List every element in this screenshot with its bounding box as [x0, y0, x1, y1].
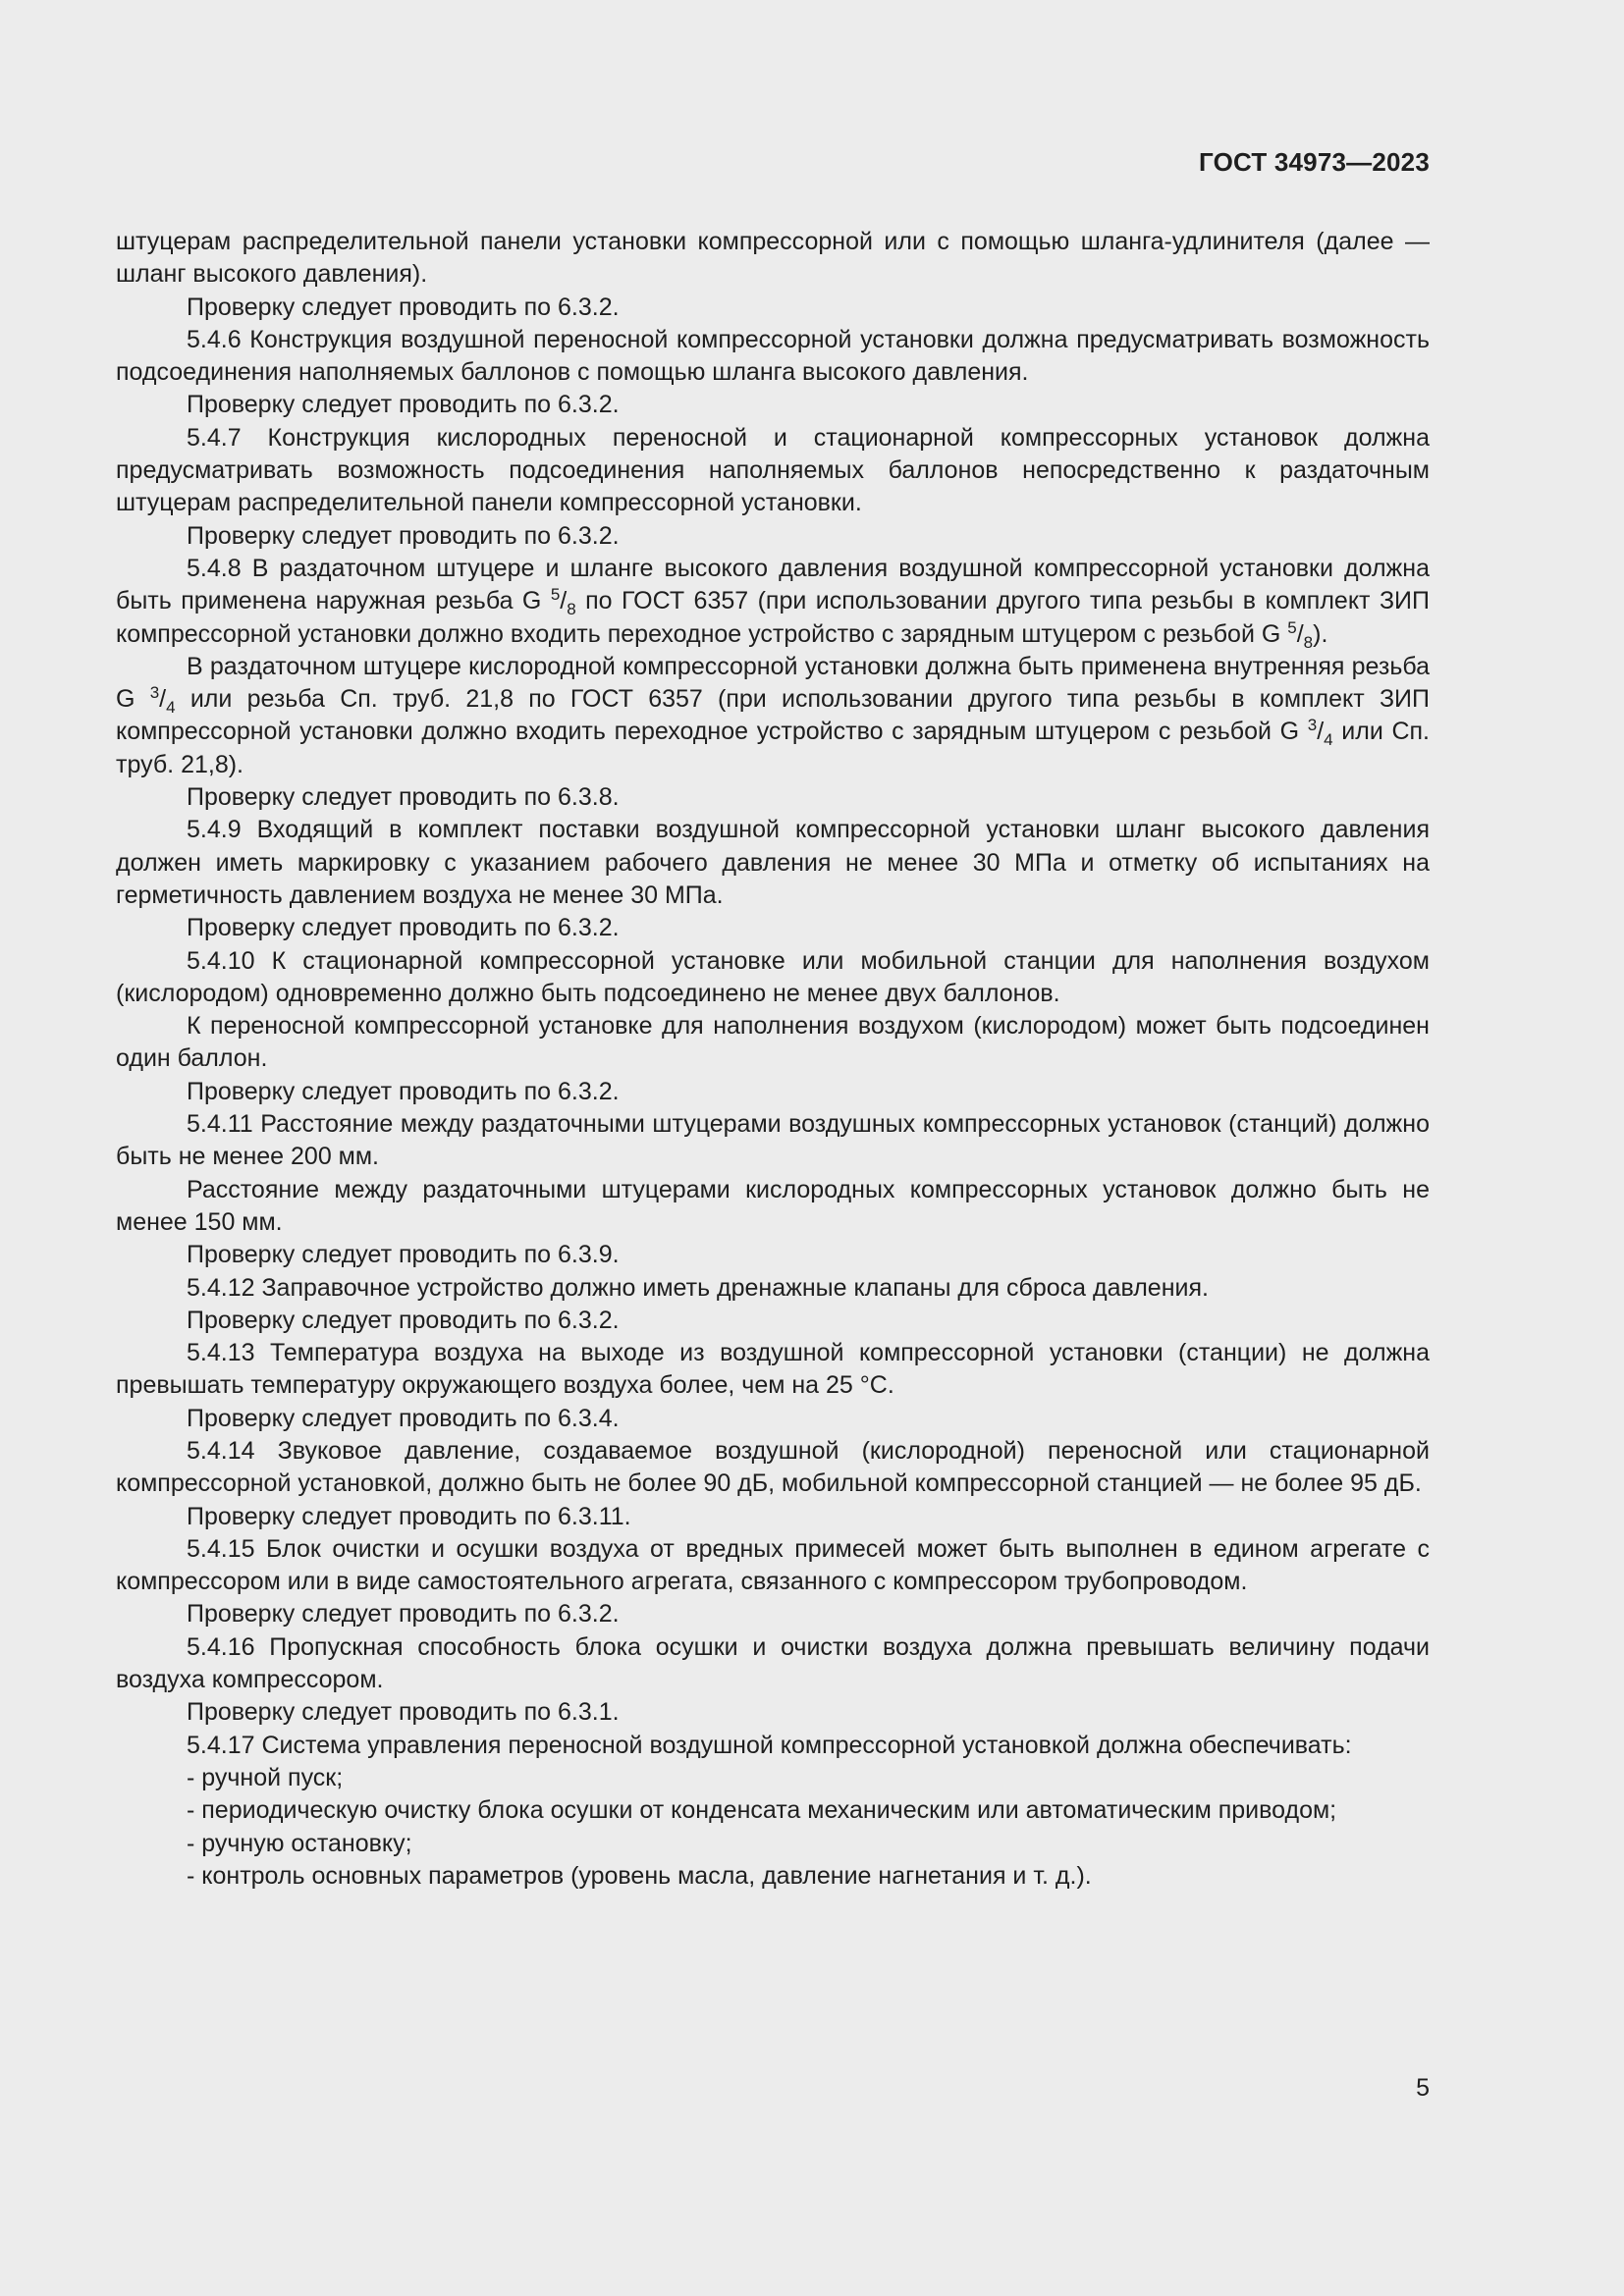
clause-5-4-16: 5.4.16 Пропускная способность блока осушки и очистки воздуха должна превышать величину подачи воздуха компрессором.	[116, 1632, 1430, 1694]
check-reference: Проверку следует проводить по 6.3.2.	[187, 1600, 620, 1629]
check-reference: Проверку следует проводить по 6.3.4.	[187, 1404, 620, 1432]
clause-5-4-11: 5.4.11 Расстояние между раздаточными штуцерами воздушных компрессорных установок (станций) должно быть не менее 200 мм.	[116, 1110, 1430, 1171]
list-item: - контроль основных параметров (уровень масла, давление нагнетания и т. д.).	[187, 1861, 1092, 1890]
clause-5-4-17: 5.4.17 Система управления переносной воздушной компрессорной установкой должна обеспечивать:	[187, 1731, 1352, 1759]
clause-5-4-10-portable: К переносной компрессорной установке для наполнения воздухом (кислородом) может быть подсоединен один баллон.	[116, 1012, 1430, 1073]
clause-5-4-8-oxygen: В раздаточном штуцере кислородной компрессорной установки должна быть применена внутренняя резьба G $^3/_4$ или резьба Сп. труб. 21,8 по ГОСТ 6357 (при использовании другого типа резьбы в комплект ЗИП компрессорной установки должно входить переходное устройство с зарядным штуцером с резьбой G $^3/_4$ или Сп. труб. 21,8).	[116, 652, 1431, 778]
check-reference: Проверку следует проводить по 6.3.9.	[187, 1241, 620, 1269]
fraction-denominator: 8	[1303, 632, 1314, 652]
check-reference: Проверку следует проводить по 6.3.1.	[187, 1698, 620, 1727]
list-item: - ручной пуск;	[187, 1763, 344, 1791]
document-body	[116, 226, 1430, 1893]
check-reference: Проверку следует проводить по 6.3.8.	[187, 783, 620, 812]
clause-text: или Сп. труб. 21,8).	[116, 718, 1431, 778]
fraction-numerator: 3	[149, 683, 160, 703]
clause-5-4-8: 5.4.8 В раздаточном штуцере и шланге высокого давления воздушной компрессорной установки должна быть применена наружная резьба G $^5/_8$ по ГОСТ 6357 (при использовании другого типа резьбы в комплект ЗИП компрессорной установки должно входить переходное устройство с зарядным штуцером с резьбой G $^5/_8$).	[116, 554, 1430, 652]
fraction-numerator: 5	[1287, 617, 1297, 637]
check-reference: Проверку следует проводить по 6.3.2.	[187, 391, 620, 419]
clause-5-4-11-oxygen: Расстояние между раздаточными штуцерами кислородных компрессорных установок должно быть не менее 150 мм.	[116, 1175, 1430, 1236]
clause-5-4-13: 5.4.13 Температура воздуха на выходе из воздушной компрессорной установки (станции) не должна превышать температуру окружающего воздуха более, чем на 25 °С.	[116, 1339, 1430, 1400]
clause-5-4-10: 5.4.10 К стационарной компрессорной установке или мобильной станции для наполнения воздухом (кислородом) одновременно должно быть подсоединено не менее двух баллонов.	[116, 946, 1430, 1007]
list-item: - ручную остановку;	[187, 1829, 412, 1857]
paragraph-continuation: штуцерам распределительной панели установки компрессорной или с помощью шланга-удлинителя (далее — шланг высокого давления).	[116, 228, 1430, 289]
document-code-header: ГОСТ 34973—2023	[1199, 147, 1430, 177]
clause-text: В раздаточном штуцере кислородной компрессорной установки должна быть применена внутренняя резьба G	[116, 652, 1430, 714]
check-reference: Проверку следует проводить по 6.3.2.	[187, 521, 620, 550]
fraction-denominator: 4	[1324, 730, 1333, 750]
clause-text: 5.4.8 В раздаточном штуцере и шланге высокого давления воздушной компрессорной установки должна быть применена наружная резьба G	[116, 554, 1430, 615]
clause-5-4-9: 5.4.9 Входящий в комплект поставки воздушной компрессорной установки шланг высокого давления должен иметь маркировку с указанием рабочего давления не менее 30 МПа и отметку об испытаниях на герметичность давлением воздуха не менее 30 МПа.	[116, 816, 1430, 909]
clause-5-4-14: 5.4.14 Звуковое давление, создаваемое воздушной (кислородной) переносной или стационарной компрессорной установкой, должно быть не более 90 дБ, мобильной компрессорной станцией — не более 95 дБ.	[116, 1436, 1430, 1498]
fraction-numerator: 3	[1307, 716, 1318, 735]
clause-5-4-6: 5.4.6 Конструкция воздушной переносной компрессорной установки должна предусматривать возможность подсоединения наполняемых баллонов с помощью шланга высокого давления.	[116, 325, 1430, 387]
clause-text: или резьба Сп. труб. 21,8 по ГОСТ 6357 (при использовании другого типа резьбы в комплект ЗИП компрессорной установки должно входить переходное устройство с зарядным штуцером с резьбой G	[116, 685, 1430, 746]
clause-5-4-7: 5.4.7 Конструкция кислородных переносной и стационарной компрессорных установок должна предусматривать возможность подсоединения наполняемых баллонов непосредственно к раздаточным штуцерам распределительной панели компрессорной установки.	[116, 423, 1430, 517]
clause-text: ).	[1313, 619, 1328, 648]
check-reference: Проверку следует проводить по 6.3.2.	[187, 1306, 620, 1334]
check-reference: Проверку следует проводить по 6.3.2.	[187, 914, 620, 942]
fraction-denominator: 4	[166, 698, 176, 718]
page-number: 5	[1416, 2074, 1430, 2102]
fraction-denominator: 8	[567, 600, 576, 619]
clause-5-4-15: 5.4.15 Блок очистки и осушки воздуха от вредных примесей может быть выполнен в едином агрегате с компрессором или в виде самостоятельного агрегата, связанного с компрессором трубопроводом.	[116, 1534, 1430, 1596]
list-item: - периодическую очистку блока осушки от конденсата механическим или автоматическим приводом;	[187, 1796, 1337, 1825]
fraction-numerator: 5	[550, 585, 561, 605]
check-reference: Проверку следует проводить по 6.3.2.	[187, 293, 620, 321]
clause-5-4-12: 5.4.12 Заправочное устройство должно иметь дренажные клапаны для сброса давления.	[187, 1273, 1209, 1302]
clause-text: по ГОСТ 6357 (при использовании другого типа резьбы в комплект ЗИП компрессорной установки должно входить переходное устройство с зарядным штуцером с резьбой G	[116, 587, 1430, 648]
check-reference: Проверку следует проводить по 6.3.11.	[187, 1502, 631, 1530]
check-reference: Проверку следует проводить по 6.3.2.	[187, 1077, 620, 1105]
